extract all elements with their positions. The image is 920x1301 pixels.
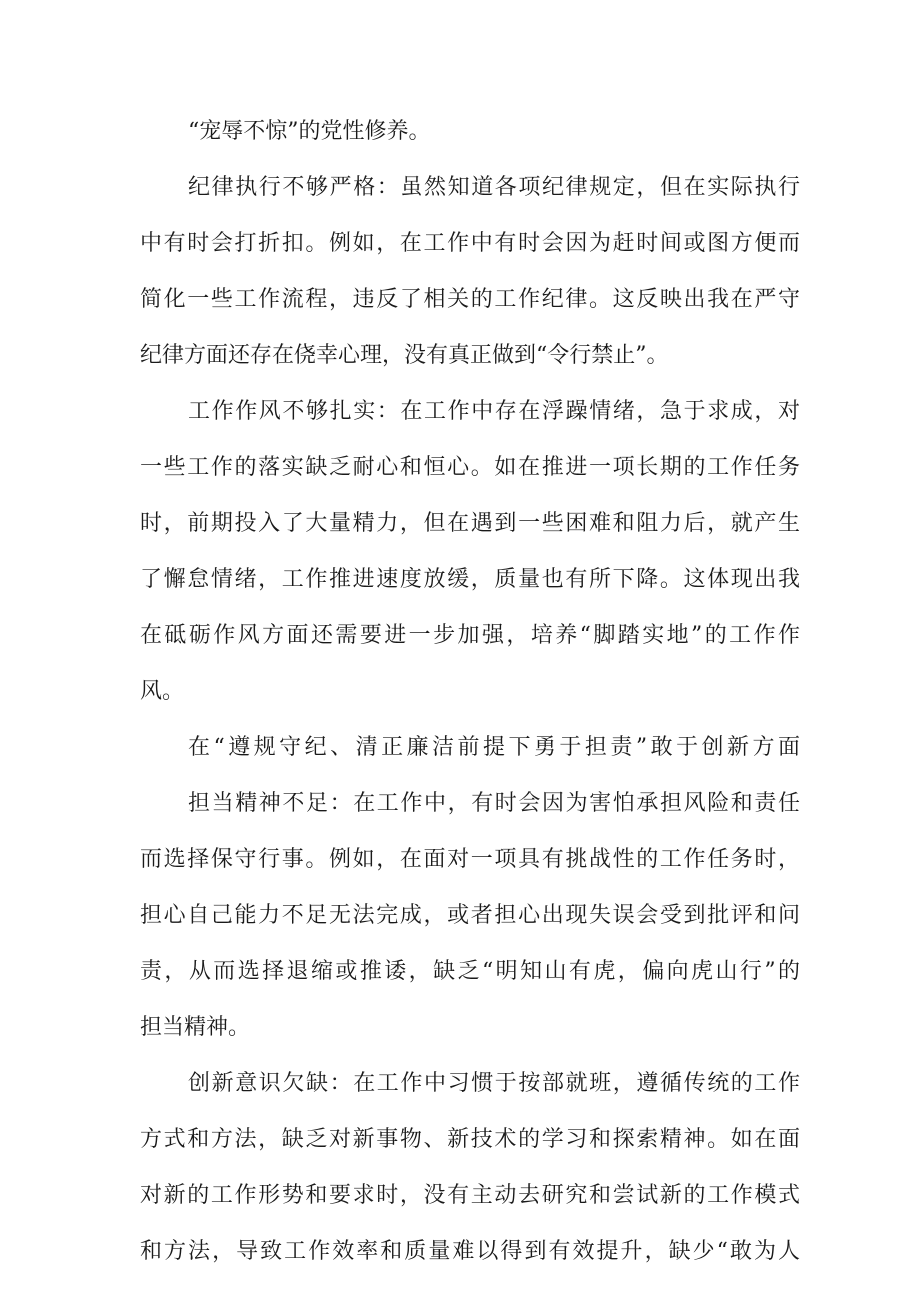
paragraph-line: 对新的工作形势和要求时，没有主动去研究和尝试新的工作模式: [140, 1183, 800, 1208]
paragraph-line: 纪律方面还存在侥幸心理，没有真正做到“令行禁止”。: [140, 343, 669, 368]
section-heading: 在“遵规守纪、清正廉洁前提下勇于担责”敢于创新方面: [188, 735, 800, 760]
paragraph-line: 简化一些工作流程，违反了相关的工作纪律。这反映出我在严守: [140, 287, 800, 312]
text-line: “宠辱不惊”的党性修养。: [188, 119, 431, 144]
paragraph-line: 担当精神。: [140, 1015, 251, 1040]
paragraph-line: 了懈怠情绪，工作推进速度放缓，质量也有所下降。这体现出我: [140, 567, 800, 592]
paragraph-line: 担心自己能力不足无法完成，或者担心出现失误会受到批评和问: [140, 903, 800, 928]
paragraph-line: 一些工作的落实缺乏耐心和恒心。如在推进一项长期的工作任务: [140, 455, 800, 480]
paragraph-line: 创新意识欠缺：在工作中习惯于按部就班，遵循传统的工作: [188, 1071, 800, 1096]
paragraph-line: 和方法，导致工作效率和质量难以得到有效提升，缺少“敢为人: [140, 1239, 800, 1264]
paragraph-line: 在砥砺作风方面还需要进一步加强，培养“脚踏实地”的工作作: [140, 623, 800, 648]
paragraph-line: 中有时会打折扣。例如，在工作中有时会因为赶时间或图方便而: [140, 231, 800, 256]
paragraph-line: 方式和方法，缺乏对新事物、新技术的学习和探索精神。如在面: [140, 1127, 800, 1152]
paragraph-line: 而选择保守行事。例如，在面对一项具有挑战性的工作任务时，: [140, 847, 800, 872]
paragraph-line: 责，从而选择退缩或推诿，缺乏“明知山有虎，偏向虎山行”的: [140, 959, 800, 984]
paragraph-line: 纪律执行不够严格：虽然知道各项纪律规定，但在实际执行: [188, 175, 800, 200]
paragraph-line: 担当精神不足：在工作中，有时会因为害怕承担风险和责任: [188, 791, 800, 816]
paragraph-line: 时，前期投入了大量精力，但在遇到一些困难和阻力后，就产生: [140, 511, 800, 536]
paragraph-line: 风。: [140, 679, 185, 704]
paragraph-line: 工作作风不够扎实：在工作中存在浮躁情绪，急于求成，对: [188, 399, 800, 424]
